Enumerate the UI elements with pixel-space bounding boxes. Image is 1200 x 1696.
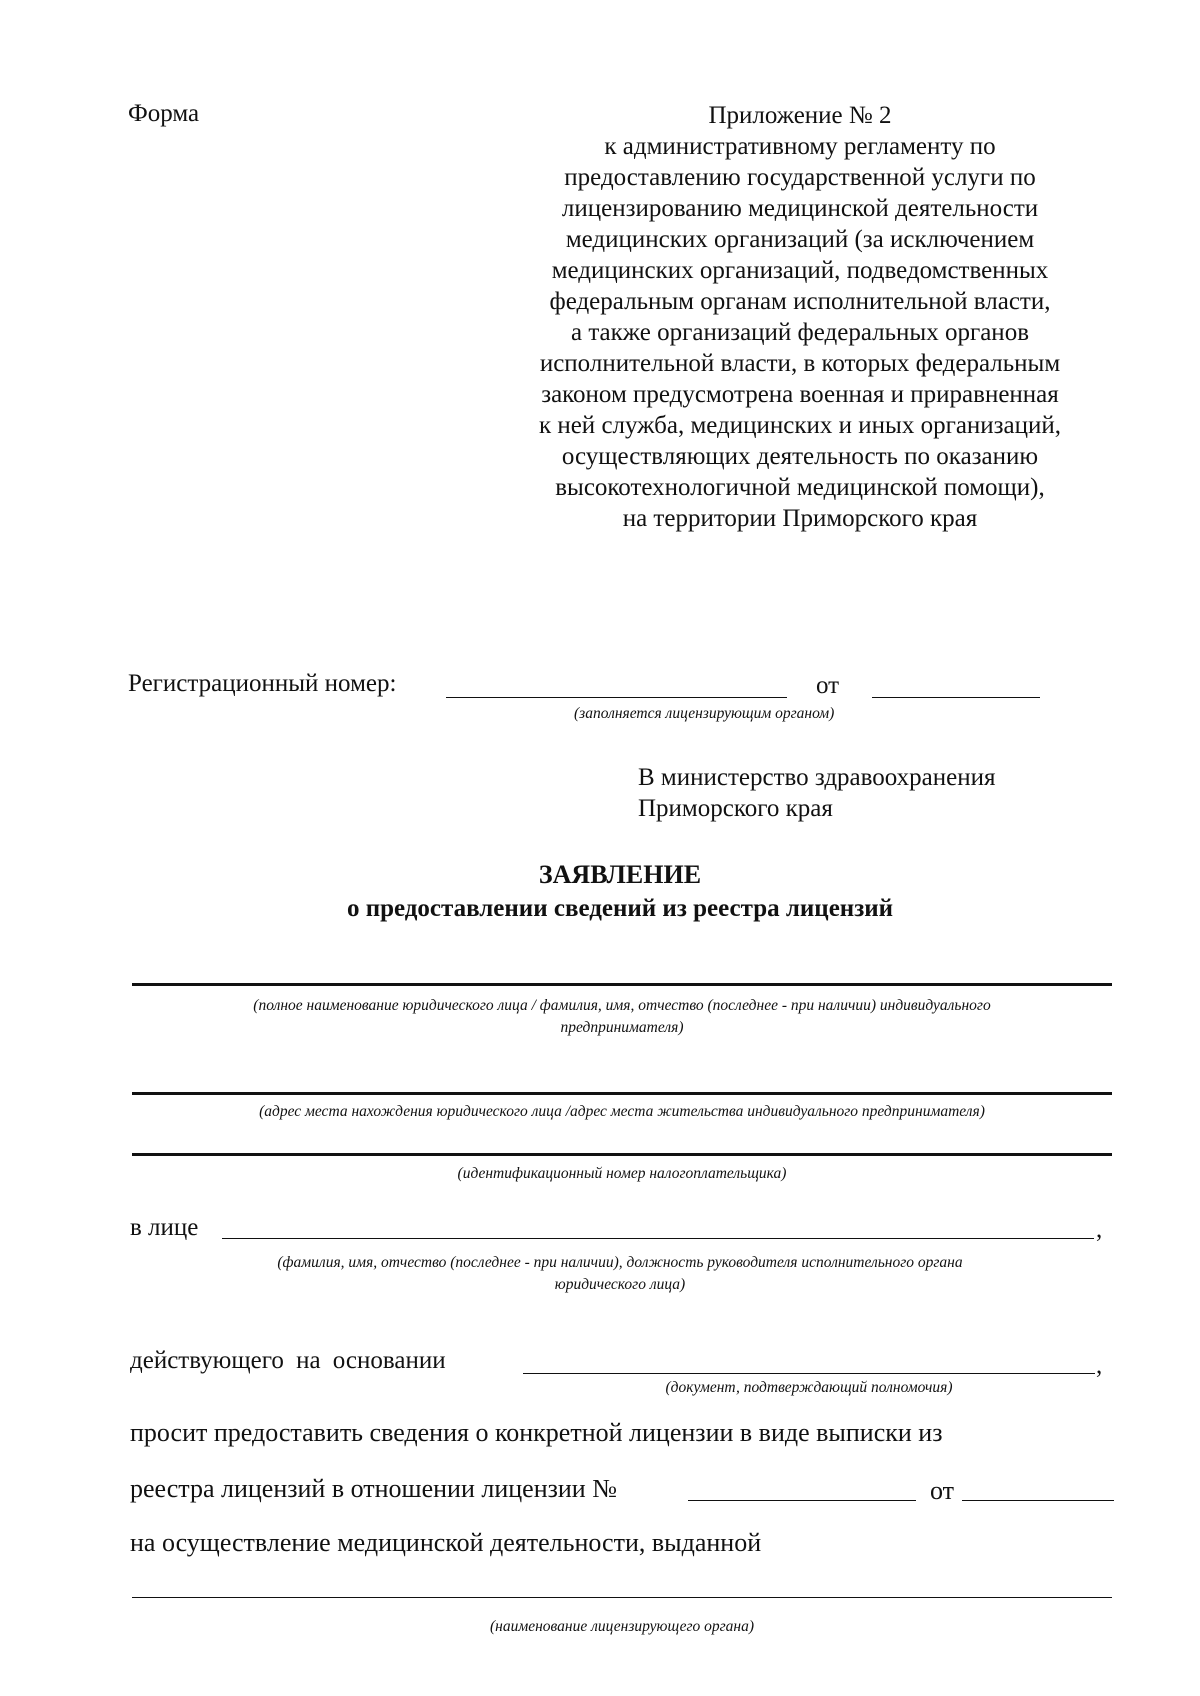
appendix-line: медицинских организаций (за исключением: [565, 226, 1035, 253]
org-name-caption-line-1: (полное наименование юридического лица / фамилия, имя, отчество (последнее - при наличии) индивидуального: [253, 997, 991, 1014]
representative-caption-line-2: юридического лица): [554, 1276, 686, 1293]
appendix-line: медицинских организаций, подведомственных: [551, 257, 1049, 284]
appendix-line: предоставлению государственной услуги по: [564, 164, 1036, 191]
representative-label: в лице: [130, 1214, 199, 1241]
request-text-line-3: на осуществление медицинской деятельности, выданной: [130, 1528, 762, 1557]
inn-caption: (идентификационный номер налогоплательщика): [457, 1165, 787, 1182]
license-date-label: от: [930, 1476, 955, 1505]
recipient-block: [638, 762, 995, 824]
appendix-line: а также организаций федеральных органов: [570, 319, 1029, 346]
address-caption: (адрес места нахождения юридического лица /адрес места жительства индивидуального предпринимателя): [259, 1103, 985, 1120]
basis-field[interactable]: [523, 1373, 1095, 1374]
appendix-line: высокотехнологичной медицинской помощи),: [555, 474, 1045, 501]
org-name-caption: [132, 995, 1112, 1039]
inn-field[interactable]: [132, 1153, 1112, 1156]
request-text-line-2: реестра лицензий в отношении лицензии №: [130, 1474, 618, 1503]
registration-date-label: от: [816, 672, 840, 699]
issuer-field[interactable]: [132, 1597, 1112, 1598]
basis-caption: (документ, подтверждающий полномочия): [665, 1379, 953, 1396]
appendix-line: к ней служба, медицинских и иных организаций,: [538, 412, 1062, 439]
representative-comma: ,: [1096, 1216, 1103, 1243]
document-title: ЗАЯВЛЕНИЕ: [538, 860, 702, 889]
request-text-line-1: просит предоставить сведения о конкретной лицензии в виде выписки из: [130, 1418, 943, 1447]
appendix-heading: [500, 100, 1100, 534]
org-name-field[interactable]: [132, 983, 1112, 986]
basis-comma: ,: [1096, 1352, 1103, 1379]
recipient-line-1: В министерство здравоохранения: [638, 764, 996, 791]
license-date-field[interactable]: [962, 1500, 1114, 1501]
appendix-line: осуществляющих деятельность по оказанию: [561, 443, 1039, 470]
document-subtitle: о предоставлении сведений из реестра лицензий: [346, 895, 894, 922]
registration-caption: (заполняется лицензирующим органом): [574, 705, 835, 722]
appendix-line: федеральным органам исполнительной власти,: [549, 288, 1051, 315]
appendix-line: к административному регламенту по: [604, 133, 996, 160]
registration-date-field[interactable]: [872, 697, 1040, 698]
address-field[interactable]: [132, 1092, 1112, 1095]
representative-field[interactable]: [222, 1238, 1094, 1239]
representative-caption-line-1: (фамилия, имя, отчество (последнее - при наличии), должность руководителя исполнительного органа: [277, 1254, 963, 1271]
org-name-caption-line-2: предпринимателя): [560, 1019, 684, 1036]
appendix-line: Приложение № 2: [708, 102, 892, 129]
representative-caption: [150, 1252, 1090, 1296]
registration-number-label: Регистрационный номер:: [128, 670, 397, 697]
recipient-line-2: Приморского края: [638, 795, 833, 822]
form-label: Форма: [128, 100, 200, 127]
appendix-line: на территории Приморского края: [622, 505, 978, 532]
registration-number-field[interactable]: [446, 697, 787, 698]
appendix-line: исполнительной власти, в которых федеральным: [539, 350, 1061, 377]
license-number-field[interactable]: [688, 1500, 916, 1501]
issuer-caption: (наименование лицензирующего органа): [489, 1618, 755, 1635]
appendix-line: лицензированию медицинской деятельности: [561, 195, 1039, 222]
appendix-line: законом предусмотрена военная и приравненная: [541, 381, 1059, 408]
basis-label: действующего на основании: [130, 1347, 446, 1374]
